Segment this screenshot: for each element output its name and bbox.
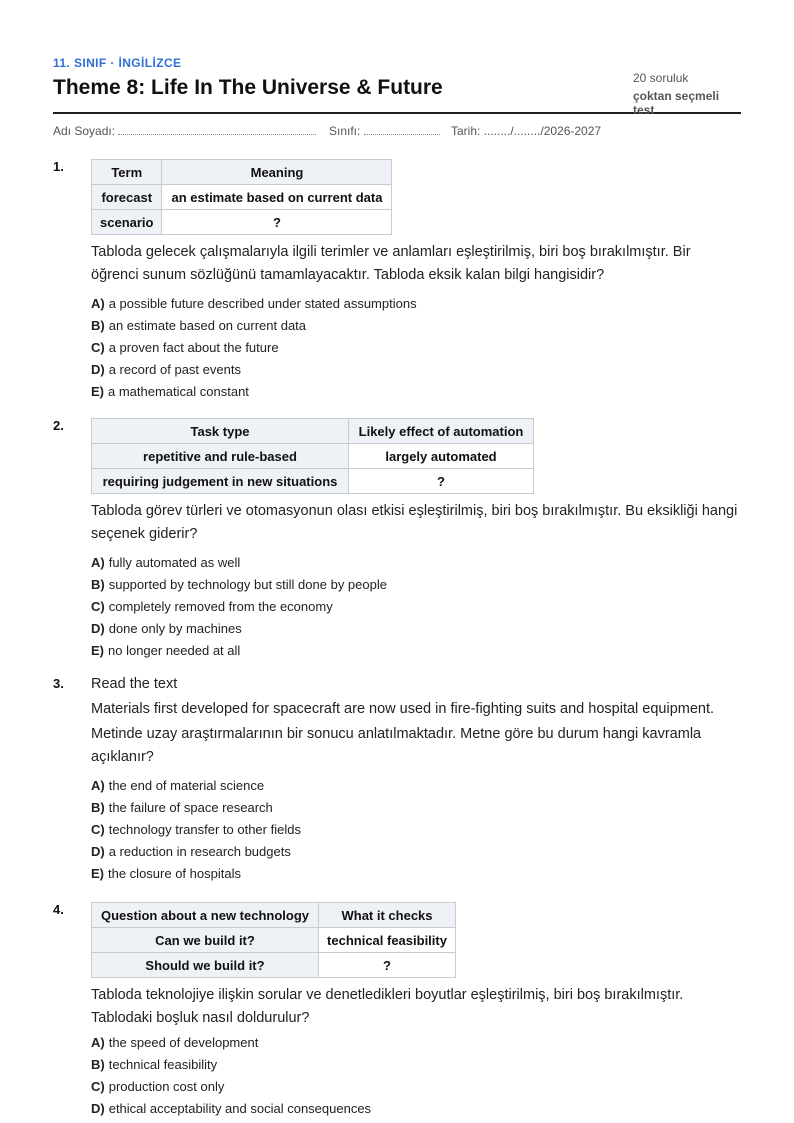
table-cell: requiring judgement in new situations <box>92 469 349 494</box>
question-number: 1. <box>53 159 64 174</box>
option-d[interactable]: D) ethical acceptability and social consequences <box>91 1101 372 1116</box>
question-stem: Tabloda teknolojiye ilişkin sorular ve denetledikleri boyutlar eşleştirilmiş, biri boş bırakılmıştır. Tablodaki boşluk nasıl doldurulur? <box>91 987 684 1026</box>
option-c[interactable]: C) a proven fact about the future <box>91 340 279 355</box>
table-cell: forecast <box>92 185 162 210</box>
option-b[interactable]: B) the failure of space research <box>91 800 273 815</box>
option-d[interactable]: D) a reduction in research budgets <box>91 844 291 859</box>
table-cell: ? <box>319 953 456 978</box>
option-b[interactable]: B) technical feasibility <box>91 1057 218 1072</box>
name-field[interactable] <box>53 124 316 138</box>
grade-label: 11. SINIF · İNGİLİZCE <box>53 56 182 70</box>
page-title: Theme 8: Life In The Universe & Future <box>53 76 443 99</box>
option-c[interactable]: C) technology transfer to other fields <box>91 822 301 837</box>
page-header <box>53 0 741 117</box>
option-d[interactable]: D) a record of past events <box>91 362 241 377</box>
option-c[interactable]: C) production cost only <box>91 1079 225 1094</box>
option-b[interactable]: B) supported by technology but still done by people <box>91 577 387 592</box>
student-fields <box>53 124 741 140</box>
answer-options <box>91 775 741 885</box>
test-meta <box>633 71 741 117</box>
option-a[interactable]: A) a possible future described under stated assumptions <box>91 296 417 311</box>
question-body <box>91 418 741 662</box>
table-cell: ? <box>349 469 534 494</box>
answer-options <box>91 1032 741 1120</box>
answer-options <box>91 293 741 403</box>
class-field[interactable] <box>329 124 440 138</box>
answer-options <box>91 552 741 662</box>
question-stem: Tabloda gelecek çalışmalarıyla ilgili terimler ve anlamları eşleştirilmiş, biri boş bırakılmıştır. Bir öğrenci sunum sözlüğünü tamamlayacaktır. Tabloda eksik kalan bilgi hangisidir? <box>91 244 691 283</box>
test-page <box>53 0 741 1116</box>
table-header: What it checks <box>319 903 456 928</box>
question-table <box>91 902 456 978</box>
table-header: Term <box>92 160 162 185</box>
table-cell: an estimate based on current data <box>162 185 392 210</box>
question-number: 4. <box>53 902 64 917</box>
name-blank[interactable] <box>118 124 316 135</box>
table-header: Likely effect of automation <box>349 419 534 444</box>
option-e[interactable]: E) a mathematical constant <box>91 384 249 399</box>
table-cell: technical feasibility <box>319 928 456 953</box>
option-e[interactable]: E) the closure of hospitals <box>91 866 241 881</box>
date-field[interactable]: Tarih: ......../......../2026-2027 <box>451 124 602 138</box>
question-stem: Metinde uzay araştırmalarının bir sonucu anlatılmaktadır. Metne göre bu durum hangi kavramla açıklanır? <box>91 726 702 765</box>
option-c[interactable]: C) completely removed from the economy <box>91 599 333 614</box>
test-type: çoktan seçmeli test <box>633 89 720 117</box>
question-table <box>91 159 392 235</box>
question-table <box>91 418 534 494</box>
question-body <box>91 676 741 885</box>
table-cell: Should we build it? <box>92 953 319 978</box>
table-cell: repetitive and rule-based <box>92 444 349 469</box>
table-cell: Can we build it? <box>92 928 319 953</box>
question-count: 20 soruluk <box>633 71 689 85</box>
reading-passage: Materials first developed for spacecraft are now used in fire-fighting suits and hospital equipment. <box>91 701 715 717</box>
class-label: Sınıfı: <box>329 124 361 138</box>
option-d[interactable]: D) done only by machines <box>91 621 242 636</box>
table-header: Task type <box>92 419 349 444</box>
class-blank[interactable] <box>364 124 440 135</box>
table-header: Meaning <box>162 160 392 185</box>
name-label: Adı Soyadı: <box>53 124 116 138</box>
question-number: 3. <box>53 676 64 691</box>
question-body <box>91 902 741 1120</box>
table-header: Question about a new technology <box>92 903 319 928</box>
table-cell: largely automated <box>349 444 534 469</box>
option-a[interactable]: A) the speed of development <box>91 1035 259 1050</box>
table-cell: scenario <box>92 210 162 235</box>
question-stem: Tabloda görev türleri ve otomasyonun olası etkisi eşleştirilmiş, biri boş bırakılmıştır. Bu eksikliği hangi seçenek giderir? <box>91 503 738 542</box>
option-e[interactable]: E) no longer needed at all <box>91 643 241 658</box>
table-cell: ? <box>162 210 392 235</box>
option-a[interactable]: A) fully automated as well <box>91 555 241 570</box>
question-intro: Read the text <box>91 676 178 692</box>
option-a[interactable]: A) the end of material science <box>91 778 265 793</box>
question-number: 2. <box>53 418 64 433</box>
option-b[interactable]: B) an estimate based on current data <box>91 318 307 333</box>
question-body <box>91 159 741 403</box>
